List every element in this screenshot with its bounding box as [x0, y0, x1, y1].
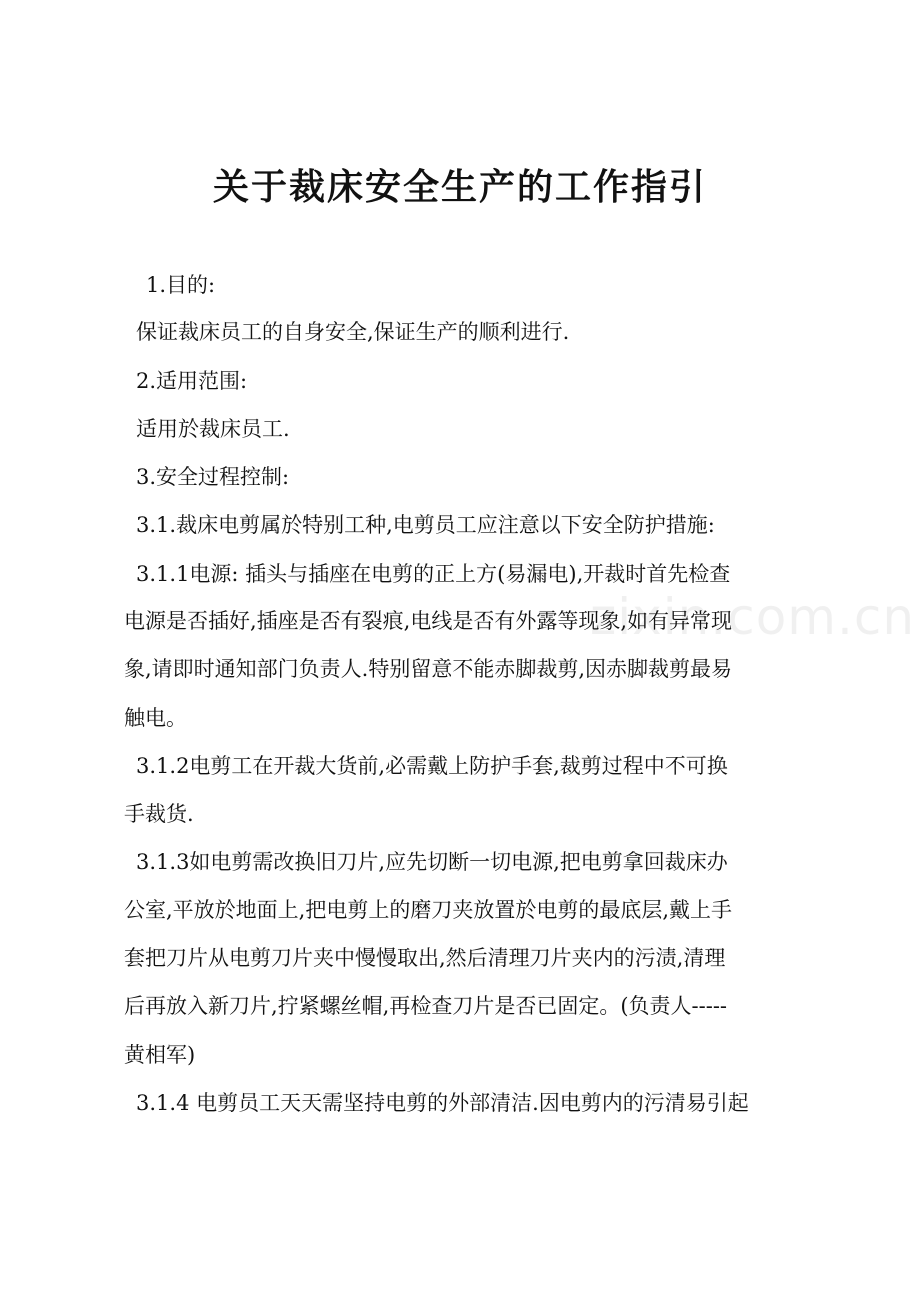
- paragraph-line: 触电。: [124, 706, 187, 730]
- paragraph-line: 适用於裁床员工.: [136, 417, 290, 441]
- paragraph-line: 3.1.1电源: 插头与插座在电剪的正上方(易漏电),开裁时首先检查: [136, 562, 731, 586]
- paragraph-line: 套把刀片从电剪刀片夹中慢慢取出,然后清理刀片夹内的污渍,清理: [124, 946, 726, 970]
- section-heading-scope: 2.适用范围:: [136, 369, 248, 393]
- document-title: 关于裁床安全生产的工作指引: [212, 167, 707, 208]
- paragraph-line: 3.1.4 电剪员工天天需坚持电剪的外部清洁.因电剪内的污清易引起: [136, 1091, 749, 1115]
- section-heading-control: 3.安全过程控制:: [136, 465, 290, 489]
- paragraph-line: 手裁货.: [124, 802, 194, 826]
- paragraph-line: 电源是否插好,插座是否有裂痕,电线是否有外露等现象,如有异常现: [124, 609, 733, 633]
- paragraph-line: 黄相军): [124, 1043, 196, 1067]
- paragraph-line: 保证裁床员工的自身安全,保证生产的顺利进行.: [136, 320, 570, 344]
- paragraph-line: 象,请即时通知部门负责人.特别留意不能赤脚裁剪,因赤脚裁剪最易: [124, 657, 733, 681]
- paragraph-line: 3.1.裁床电剪属於特别工种,电剪员工应注意以下安全防护措施:: [136, 513, 715, 537]
- watermark: zixin.com.cn: [590, 588, 916, 646]
- paragraph-line: 后再放入新刀片,拧紧螺丝帽,再检查刀片是否已固定。(负责人-----: [124, 994, 728, 1018]
- paragraph-line: 公室,平放於地面上,把电剪上的磨刀夹放置於电剪的最底层,戴上手: [124, 898, 733, 922]
- paragraph-line: 3.1.3如电剪需改换旧刀片,应先切断一切电源,把电剪拿回裁床办: [136, 850, 728, 874]
- paragraph-line: 3.1.2电剪工在开裁大货前,必需戴上防护手套,裁剪过程中不可换: [136, 754, 728, 778]
- section-heading-purpose: 1.目的:: [146, 273, 216, 297]
